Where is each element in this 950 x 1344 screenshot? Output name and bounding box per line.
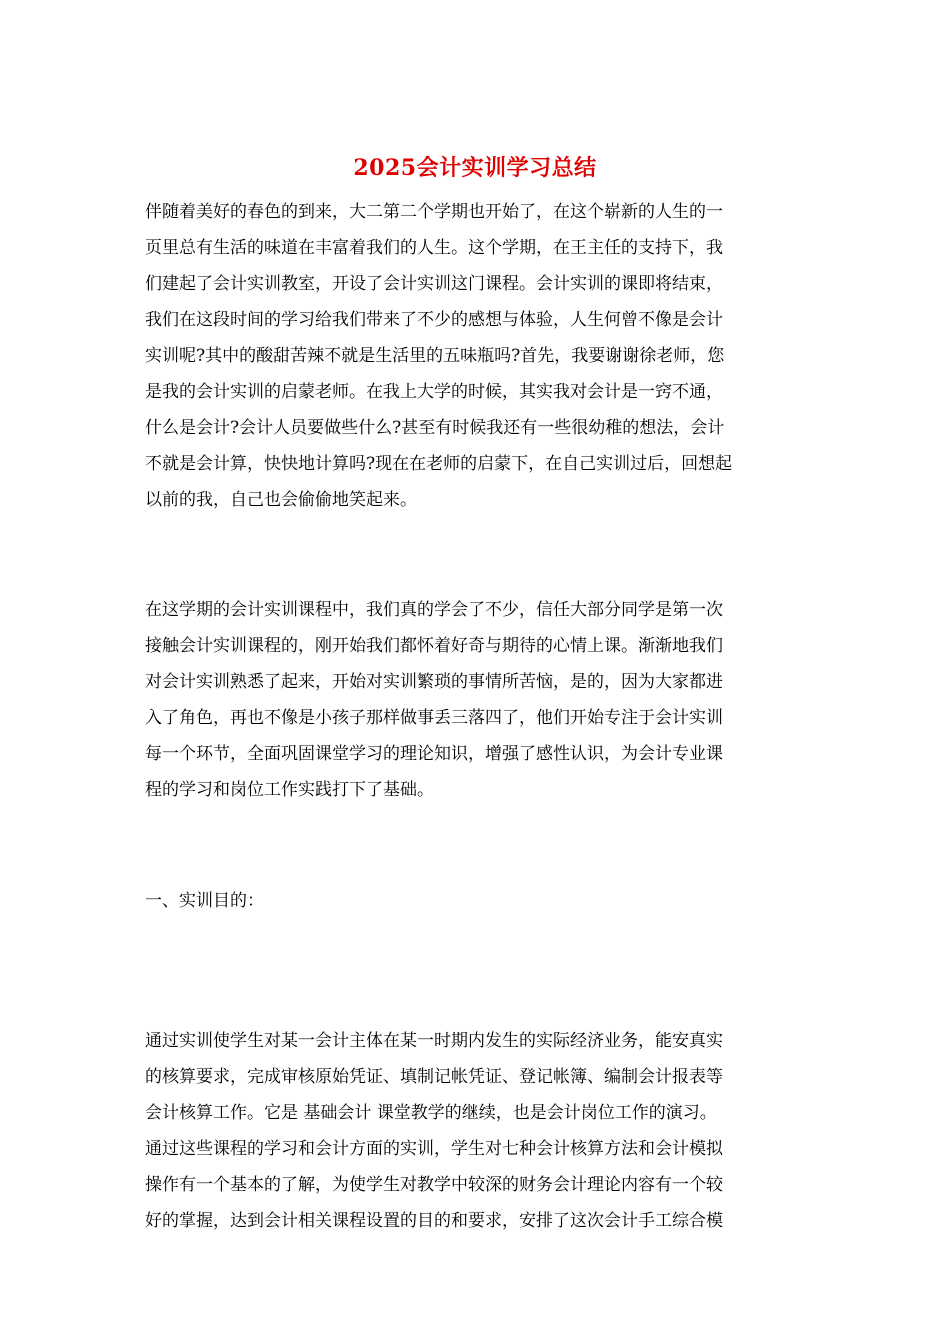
document-title: 2025会计实训学习总结 <box>353 155 597 181</box>
text-line: 的核算要求，完成审核原始凭证、填制记帐凭证、登记帐簿、编制会计报表等 <box>145 1067 723 1087</box>
text-line: 通过实训使学生对某一会计主体在某一时期内发生的实际经济业务，能安真实 <box>145 1031 723 1051</box>
text-line: 不就是会计算，快快地计算吗?现在在老师的启蒙下，在自己实训过后，回想起 <box>145 454 733 474</box>
text-line: 什么是会计?会计人员要做些什么?甚至有时候我还有一些很幼稚的想法，会计 <box>145 418 725 438</box>
text-line: 页里总有生活的味道在丰富着我们的人生。这个学期，在王主任的支持下，我 <box>145 238 723 258</box>
text-line: 们建起了会计实训教室，开设了会计实训这门课程。会计实训的课即将结束， <box>145 274 723 294</box>
text-line: 程的学习和岗位工作实践打下了基础。 <box>145 780 434 800</box>
text-line: 在这学期的会计实训课程中，我们真的学会了不少，信任大部分同学是第一次 <box>145 600 723 620</box>
text-line: 入了角色，再也不像是小孩子那样做事丢三落四了，他们开始专注于会计实训 <box>145 708 723 728</box>
text-line: 操作有一个基本的了解，为使学生对教学中较深的财务会计理论内容有一个较 <box>145 1175 723 1195</box>
text-line: 实训呢?其中的酸甜苦辣不就是生活里的五味瓶吗?首先，我要谢谢徐老师，您 <box>145 346 725 366</box>
text-line: 对会计实训熟悉了起来，开始对实训繁琐的事情所苦恼，是的，因为大家都进 <box>145 672 723 692</box>
text-line: 接触会计实训课程的，刚开始我们都怀着好奇与期待的心情上课。渐渐地我们 <box>145 636 723 656</box>
text-line: 通过这些课程的学习和会计方面的实训，学生对七种会计核算方法和会计模拟 <box>145 1139 723 1159</box>
text-line: 好的掌握，达到会计相关课程设置的目的和要求，安排了这次会计手工综合模 <box>145 1211 723 1231</box>
text-line: 以前的我，自己也会偷偷地笑起来。 <box>145 490 417 510</box>
section-heading-purpose <box>145 883 810 919</box>
paragraph-purpose <box>145 1023 810 1239</box>
paragraph-intro <box>145 194 810 518</box>
paragraph-course-experience <box>145 592 810 808</box>
text-line: 我们在这段时间的学习给我们带来了不少的感想与体验，人生何曾不像是会计 <box>145 310 723 330</box>
text-line: 一、实训目的： <box>145 891 264 911</box>
text-line: 会计核算工作。它是 基础会计 课堂教学的继续，也是会计岗位工作的演习。 <box>145 1103 717 1123</box>
text-line: 每一个环节，全面巩固课堂学习的理论知识，增强了感性认识，为会计专业课 <box>145 744 723 764</box>
text-line: 是我的会计实训的启蒙老师。在我上大学的时候，其实我对会计是一窍不通， <box>145 382 723 402</box>
text-line: 伴随着美好的春色的到来，大二第二个学期也开始了，在这个崭新的人生的一 <box>145 202 723 222</box>
